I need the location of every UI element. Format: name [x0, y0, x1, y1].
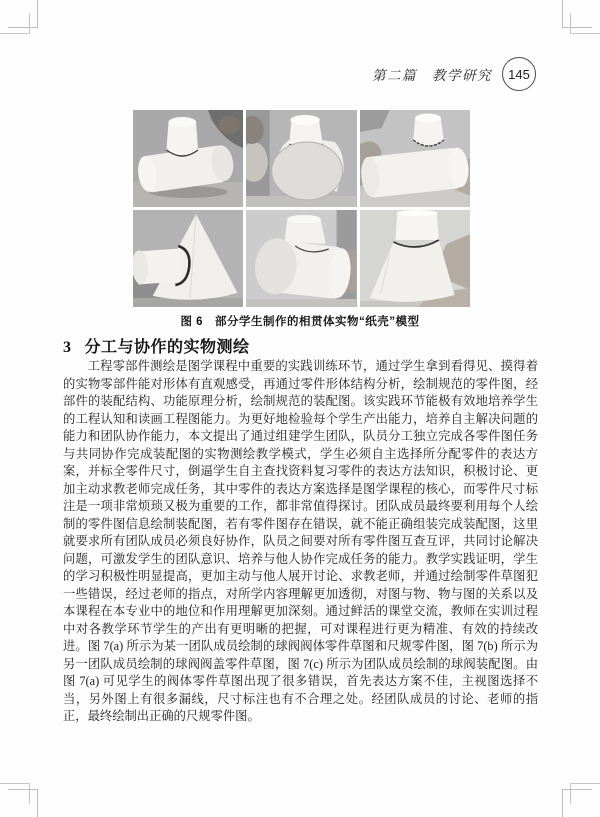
photo-cylinder-end-view: [246, 110, 356, 207]
crop-mark-bottom-right-inner: [570, 783, 600, 804]
section-heading: [63, 334, 250, 357]
crop-mark-top-left-inner: [0, 13, 30, 34]
page-number-badge: 145: [502, 57, 536, 91]
crop-mark-bottom-left-inner: [0, 783, 30, 804]
photo-frustum-cylinder: [360, 210, 470, 307]
photo-cone-cylinder-intersection: [133, 210, 243, 307]
hands-cylinder-tee-illustration: [360, 110, 470, 207]
figure-caption: 图 6 部分学生制作的相贯体实物“纸壳”模型: [180, 316, 420, 328]
cylinder-tee-joint-illustration: [133, 110, 243, 207]
body-text-block: [63, 358, 538, 726]
cylinder-end-view-illustration: [246, 110, 356, 207]
running-header: [372, 57, 536, 91]
section-title: 分工与协作的实物测绘: [84, 339, 250, 356]
crop-mark-top-right-inner: [570, 13, 600, 34]
photo-cylinder-tee-joint: [133, 110, 243, 207]
frustum-cylinder-illustration: [360, 210, 470, 307]
photo-hands-cylinder-tee: [360, 110, 470, 207]
cone-cylinder-illustration: [133, 210, 243, 307]
tilted-cylinder-illustration: [246, 210, 356, 307]
header-section-label: 第二篇 教学研究: [372, 68, 492, 83]
section-number: 3: [63, 339, 72, 356]
figure-photo-grid: [133, 110, 470, 307]
photo-tilted-cylinder-stub: [246, 210, 356, 307]
body-paragraph: 工程零部件测绘是图学课程中重要的实践训练环节，通过学生拿到看得见、摸得着的实物零部件能对形体有直观感受，再通过零件形体结构分析，绘制规范的零件图，经部件的装配结构、功能原理分析，绘制规范的装配图。该实践环节能极有效地培养学生的工程认知和读画工程图能力。为更好地检验每个学生产出能力，培养自主解决问题的能力和团队协作能力，本文提出了通过组建学生团队，队员分工独立完成各零件图任务与共同协作完成装配图的实物测绘教学模式，学生必须自主选择所分配零件的表达方案，并标全零件尺寸，倒逼学生自主查找资料复习零件的表达方法知识，积极讨论、更加主动求教老师完成任务，其中零件的表达方案选择是图学课程的核心，而零件尺寸标注是一项非常烦琐又极为重要的工作，都非常值得探讨。团队成员最终要利用每个人绘制的零件图信息绘制装配图，若有零件图存在错误，就不能正确组装完成装配图，这里就要求所有团队成员必须良好协作，队员之间要对所有零件图互查互评，共同讨论解决问题，可激发学生的团队意识、培养与他人协作完成任务的能力。教学实践证明，学生的学习积极性明显提高，更加主动与他人展开讨论、求教老师，并通过绘制零件草图犯一些错误，经过老师的指点，对所学内容理解更加透彻，对图与物、物与图的关系以及本课程在本专业中的地位和作用理解更加深刻。通过鲜活的课堂交流，教师在实训过程中对各教学环节学生的产出有更明晰的把握，可对课程进行更为精准、有效的持续改进。图 7(a) 所示为某一团队成员绘制的球阀阀体零件草图和尺规零件图，图 7(b) 所示为另一团队成员绘制的球阀阀盖零件草图，图 7(c) 所示为团队成员绘制的球阀装配图。由图 7(a) 可见学生的阀体零件草图出现了很多错误，首先表达方案不佳，主视图选择不当，另外图上有很多漏线，尺寸标注也有不合理之处。经团队成员的讨论、老师的指正，最终绘制出正确的尺规零件图。: [63, 359, 538, 723]
